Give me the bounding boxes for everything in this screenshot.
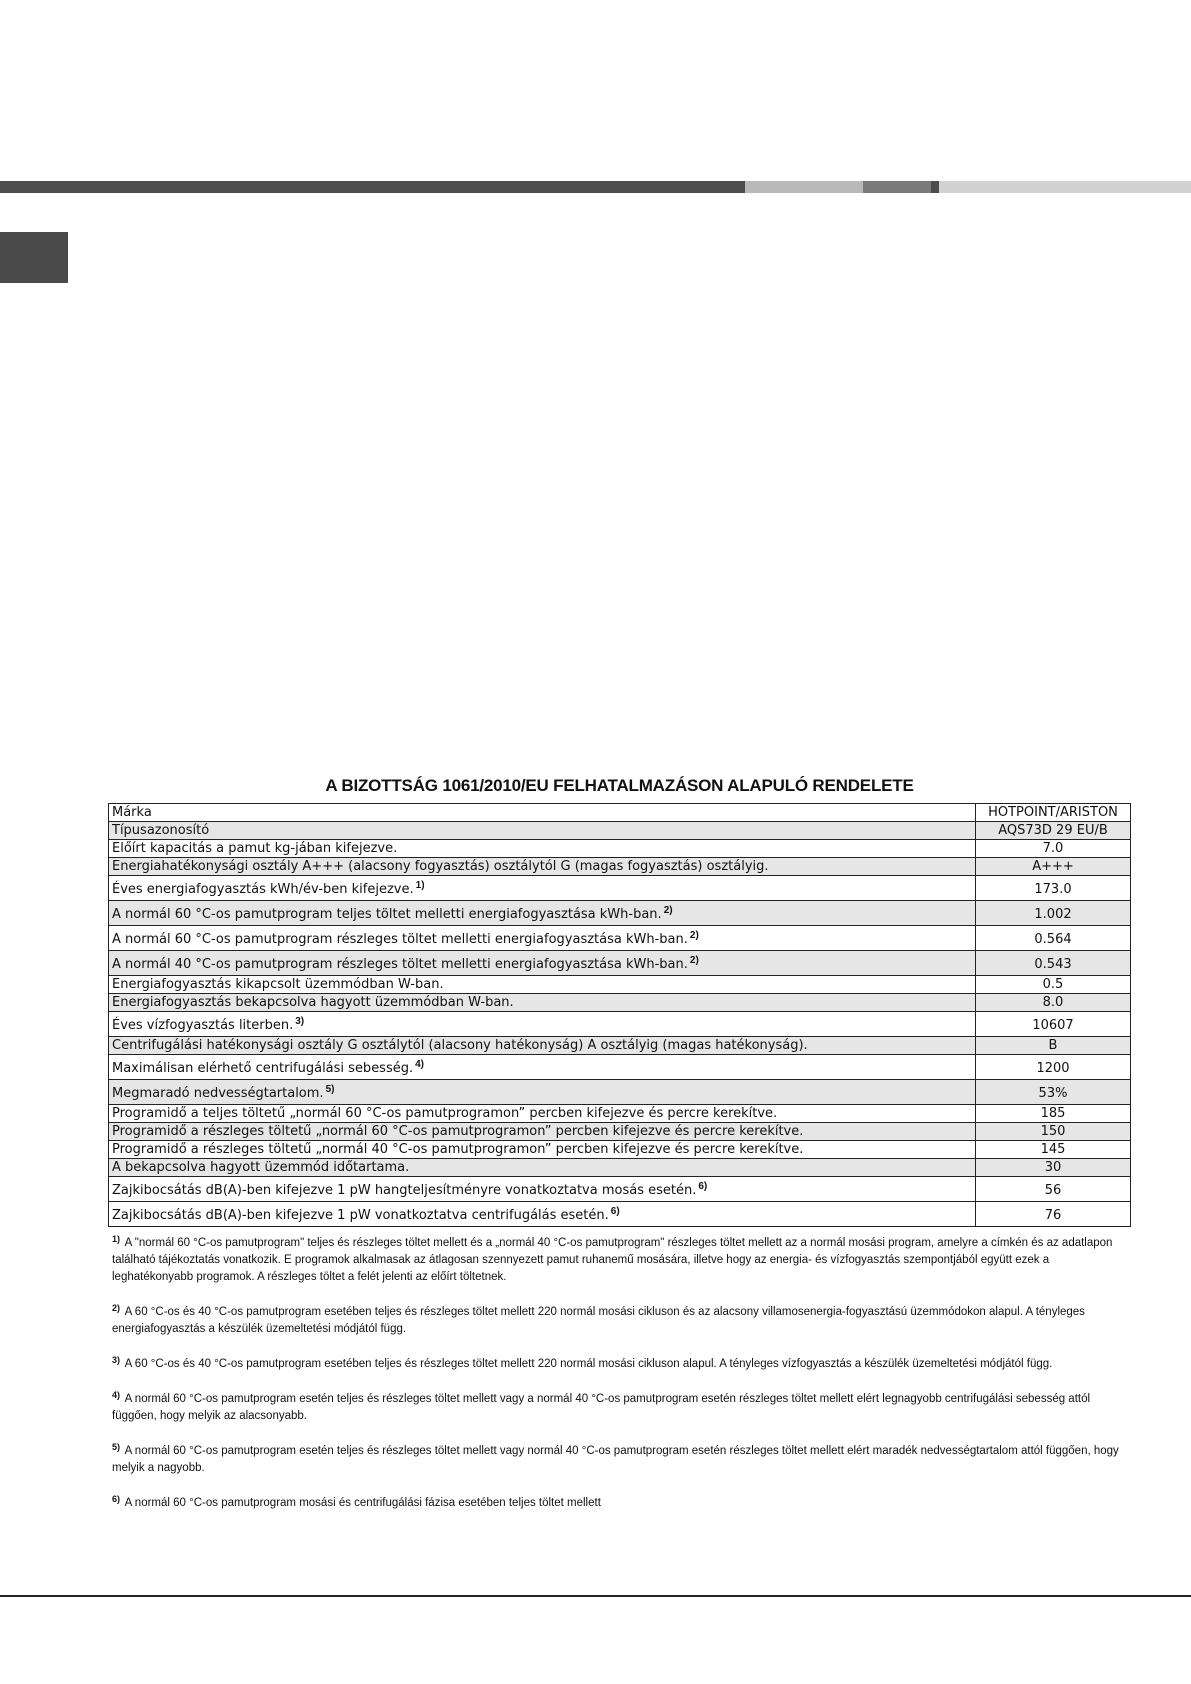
row-value: HOTPOINT/ARISTON xyxy=(976,804,1131,822)
footnote-text: A 60 °C-os és 40 °C-os pamutprogram esetében teljes és részleges töltet mellett 220 normál mosási cikluson és az alacsony villamosenergia-fogyasztású üzemmódokon alapul. A tényleges energiafogyasztás a készülék üzemeltetési módjától függ. xyxy=(112,1306,1085,1335)
footnote-text: A normál 60 °C-os pamutprogram esetén teljes és részleges töltet mellett vagy normál 40 °C-os pamutprogram esetén részleges töltet mellett elért maradék nedvességtartalom attól függően, hogy melyik a nagyobb. xyxy=(112,1445,1119,1474)
table-row xyxy=(109,822,1131,840)
table-row xyxy=(109,1012,1131,1037)
header-decor-bar xyxy=(0,181,1191,193)
header-bar-segment xyxy=(939,181,1191,193)
language-tab-block xyxy=(0,232,68,283)
row-label xyxy=(109,951,976,976)
table-row xyxy=(109,1202,1131,1227)
row-label-text: Energiafogyasztás bekapcsolva hagyott üzemmódban W-ban. xyxy=(112,995,514,1010)
footnote-marker: 6) xyxy=(112,1494,121,1504)
table-row xyxy=(109,804,1131,822)
row-value: 30 xyxy=(976,1159,1131,1177)
footnote xyxy=(112,1300,1132,1338)
table-row xyxy=(109,1080,1131,1105)
row-value: 150 xyxy=(976,1123,1131,1141)
row-label-text: A bekapcsolva hagyott üzemmód időtartama. xyxy=(112,1160,410,1175)
row-value: 10607 xyxy=(976,1012,1131,1037)
row-label-text: A normál 60 °C-os pamutprogram részleges töltet melletti energiafogyasztása kWh-ban. xyxy=(112,932,688,947)
table-row xyxy=(109,926,1131,951)
header-bar-segment xyxy=(931,181,939,193)
row-label xyxy=(109,876,976,901)
footnote-marker: 6) xyxy=(610,1206,620,1217)
footnote-marker: 3) xyxy=(112,1355,121,1365)
footnote-marker: 4) xyxy=(415,1059,425,1070)
footnote-text: A normál 60 °C-os pamutprogram mosási és centrifugálási fázisa esetében teljes töltet mellett xyxy=(124,1497,601,1509)
row-label-text: Centrifugálási hatékonysági osztály G osztálytól (alacsony hatékonyság) A osztályig (magas hatékonyság). xyxy=(112,1038,808,1053)
row-label xyxy=(109,926,976,951)
row-label-text: Éves vízfogyasztás literben. xyxy=(112,1018,294,1033)
footnote-marker: 1) xyxy=(112,1234,121,1244)
row-value: 56 xyxy=(976,1177,1131,1202)
row-value: 0.543 xyxy=(976,951,1131,976)
row-label-text: Programidő a részleges töltetű „normál 40 °C-os pamutprogramon” percben kifejezve és percre kerekítve. xyxy=(112,1142,804,1157)
footnote-marker: 2) xyxy=(689,930,699,941)
row-label-text: A normál 60 °C-os pamutprogram teljes töltet melletti energiafogyasztása kWh-ban. xyxy=(112,907,662,922)
footnote-marker: 1) xyxy=(415,880,425,891)
row-value: AQS73D 29 EU/B xyxy=(976,822,1131,840)
row-label xyxy=(109,1202,976,1227)
table-row xyxy=(109,1141,1131,1159)
row-label-text: Éves energiafogyasztás kWh/év-ben kifejezve. xyxy=(112,882,414,897)
row-label-text: Energiafogyasztás kikapcsolt üzemmódban W-ban. xyxy=(112,977,444,992)
table-row xyxy=(109,901,1131,926)
row-label xyxy=(109,1080,976,1105)
footnote xyxy=(112,1439,1132,1477)
table-row xyxy=(109,858,1131,876)
row-label xyxy=(109,976,976,994)
row-label xyxy=(109,994,976,1012)
row-label-text: Programidő a részleges töltetű „normál 60 °C-os pamutprogramon” percben kifejezve és percre kerekítve. xyxy=(112,1124,804,1139)
row-label-text: Maximálisan elérhető centrifugálási sebesség. xyxy=(112,1061,414,1076)
spec-table xyxy=(108,803,1131,1227)
row-label xyxy=(109,1177,976,1202)
row-value: 1200 xyxy=(976,1055,1131,1080)
row-value: 7.0 xyxy=(976,840,1131,858)
table-row xyxy=(109,951,1131,976)
row-label xyxy=(109,858,976,876)
table-row xyxy=(109,1123,1131,1141)
row-label-text: Zajkibocsátás dB(A)-ben kifejezve 1 pW hangteljesítményre vonatkoztatva mosás esetén. xyxy=(112,1183,697,1198)
row-value: 0.5 xyxy=(976,976,1131,994)
row-label xyxy=(109,1055,976,1080)
table-row xyxy=(109,1159,1131,1177)
row-label-text: Megmaradó nedvességtartalom. xyxy=(112,1086,324,1101)
row-label xyxy=(109,1037,976,1055)
footnote xyxy=(112,1491,1132,1512)
row-label-text: Típusazonosító xyxy=(112,823,210,838)
footnote-marker: 2) xyxy=(112,1303,121,1313)
row-label xyxy=(109,1141,976,1159)
footnote xyxy=(112,1231,1132,1286)
row-value: 1.002 xyxy=(976,901,1131,926)
row-label xyxy=(109,840,976,858)
footnotes xyxy=(112,1231,1132,1526)
footnote-marker: 5) xyxy=(112,1442,121,1452)
row-label xyxy=(109,822,976,840)
footnote-text: A 60 °C-os és 40 °C-os pamutprogram esetében teljes és részleges töltet mellett 220 normál mosási cikluson alapul. A tényleges vízfogyasztás a készülék üzemeltetési módjától függ. xyxy=(124,1358,1053,1370)
row-label-text: Előírt kapacitás a pamut kg-jában kifejezve. xyxy=(112,841,398,856)
row-label-text: Energiahatékonysági osztály A+++ (alacsony fogyasztás) osztálytól G (magas fogyasztás) osztályig. xyxy=(112,859,769,874)
row-value: 173.0 xyxy=(976,876,1131,901)
footnote-marker: 5) xyxy=(325,1084,335,1095)
row-label xyxy=(109,804,976,822)
footnote xyxy=(112,1352,1132,1373)
row-label xyxy=(109,901,976,926)
footnote-marker: 2) xyxy=(689,955,699,966)
header-bar-segment xyxy=(0,181,745,193)
row-label-text: Márka xyxy=(112,805,152,820)
row-label xyxy=(109,1159,976,1177)
row-label xyxy=(109,1012,976,1037)
row-value: B xyxy=(976,1037,1131,1055)
row-label-text: Programidő a teljes töltetű „normál 60 °C-os pamutprogramon” percben kifejezve és percre kerekítve. xyxy=(112,1106,778,1121)
footnote-marker: 4) xyxy=(112,1390,121,1400)
row-value: 8.0 xyxy=(976,994,1131,1012)
table-row xyxy=(109,1177,1131,1202)
footer-rule xyxy=(0,1595,1191,1597)
row-value: 0.564 xyxy=(976,926,1131,951)
header-bar-segment xyxy=(745,181,863,193)
row-label xyxy=(109,1105,976,1123)
document-title: A BIZOTTSÁG 1061/2010/EU FELHATALMAZÁSON ALAPULÓ RENDELETE xyxy=(325,776,914,795)
footnote-marker: 6) xyxy=(698,1181,708,1192)
row-label-text: A normál 40 °C-os pamutprogram részleges töltet melletti energiafogyasztása kWh-ban. xyxy=(112,957,688,972)
table-row xyxy=(109,1105,1131,1123)
table-row xyxy=(109,840,1131,858)
table-row xyxy=(109,976,1131,994)
footnote-marker: 3) xyxy=(295,1016,305,1027)
table-row xyxy=(109,876,1131,901)
header-bar-segment xyxy=(863,181,931,193)
footnote-marker: 2) xyxy=(663,905,673,916)
footnote xyxy=(112,1387,1132,1425)
row-value: A+++ xyxy=(976,858,1131,876)
row-value: 76 xyxy=(976,1202,1131,1227)
table-row xyxy=(109,994,1131,1012)
row-value: 185 xyxy=(976,1105,1131,1123)
row-value: 145 xyxy=(976,1141,1131,1159)
table-row xyxy=(109,1037,1131,1055)
footnote-text: A "normál 60 °C-os pamutprogram" teljes és részleges töltet mellett és a „normál 40 °C-os pamutprogram" részleges töltet mellett az a normál mosási program, amelyre a címkén és az adatlapon található tájékoztatás vonatkozik. E programok alkalmasak az átlagosan szennyezett pamut ruhanemű mosására, illetve hogy az energia- és vízfogyasztás szempontjából együtt ezek a leghatékonyabb programok. A részleges töltet a felét jelenti az előírt töltetnek. xyxy=(112,1237,1113,1283)
row-value: 53% xyxy=(976,1080,1131,1105)
table-row xyxy=(109,1055,1131,1080)
footnote-text: A normál 60 °C-os pamutprogram esetén teljes és részleges töltet mellett vagy a normál 40 °C-os pamutprogram esetén részleges töltet mellett elért legnagyobb centrifugálási sebesség attól függően, hogy melyik az alacsonyabb. xyxy=(112,1393,1091,1422)
row-label xyxy=(109,1123,976,1141)
row-label-text: Zajkibocsátás dB(A)-ben kifejezve 1 pW vonatkoztatva centrifugálás esetén. xyxy=(112,1208,609,1223)
